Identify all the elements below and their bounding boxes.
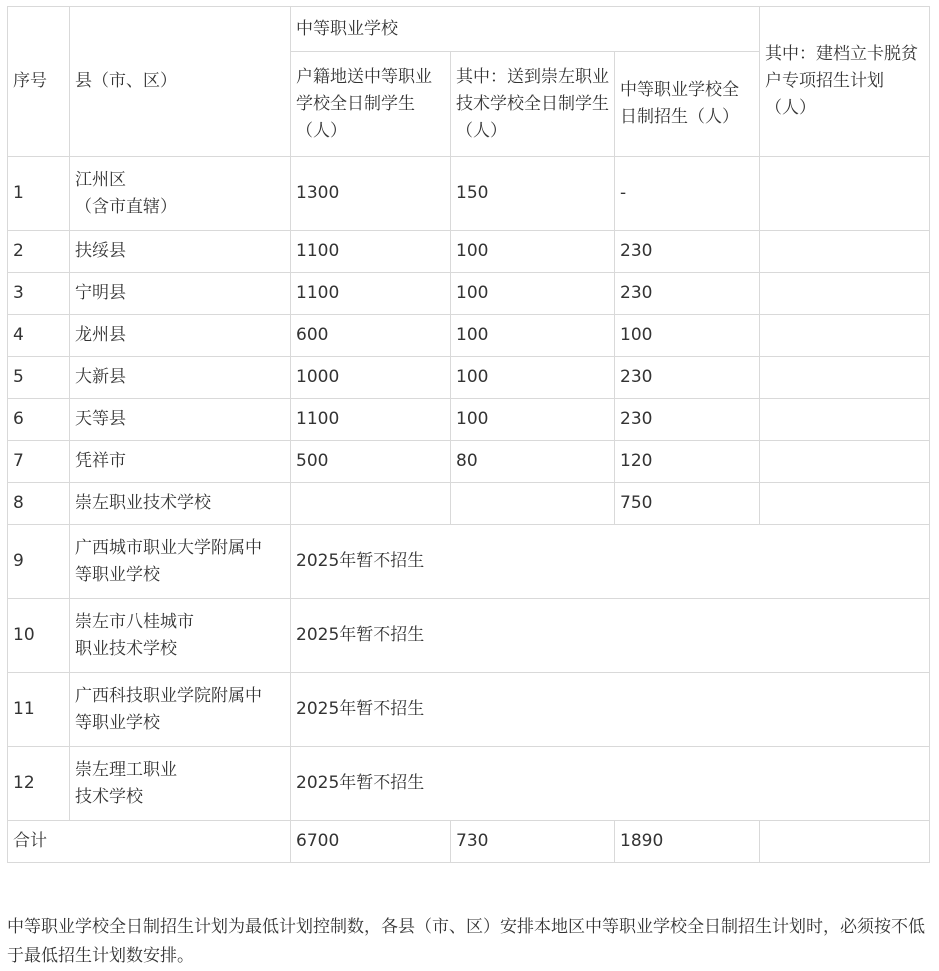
cell-sent-students: 1100 [291, 273, 451, 315]
cell-full-time-enrollment: 120 [615, 441, 760, 483]
table-row-no-enrollment [8, 525, 930, 599]
table-row [8, 157, 930, 231]
table-row-no-enrollment [8, 673, 930, 747]
cell-county [70, 157, 291, 231]
cell-seq: 11 [8, 673, 70, 747]
header-sent-students: 户籍地送中等职业学校全日制学生（人） [291, 52, 451, 157]
cell-full-time-enrollment: 230 [615, 399, 760, 441]
county-line-1: 广西科技职业学院附属中 [75, 685, 262, 706]
header-sent-to-chongzuo: 其中：送到崇左职业技术学校全日制学生（人） [451, 52, 615, 157]
cell-poverty-special-plan [760, 483, 930, 525]
cell-seq: 6 [8, 399, 70, 441]
total-label: 合计 [8, 821, 291, 863]
cell-seq: 1 [8, 157, 70, 231]
cell-county [70, 747, 291, 821]
total-row [8, 821, 930, 863]
cell-sent-to-chongzuo: 100 [451, 231, 615, 273]
cell-seq: 9 [8, 525, 70, 599]
cell-full-time-enrollment: 230 [615, 231, 760, 273]
header-county: 县（市、区） [70, 7, 291, 157]
county-line-1: 广西城市职业大学附属中 [75, 537, 262, 558]
cell-sent-to-chongzuo: 100 [451, 315, 615, 357]
cell-full-time-enrollment: 230 [615, 273, 760, 315]
cell-sent-to-chongzuo: 80 [451, 441, 615, 483]
header-full-time-enrollment: 中等职业学校全日制招生（人） [615, 52, 760, 157]
cell-sent-students: 500 [291, 441, 451, 483]
county-line-2: 等职业学校 [75, 564, 160, 585]
cell-poverty-special-plan [760, 157, 930, 231]
total-full-time-enrollment: 1890 [615, 821, 760, 863]
cell-full-time-enrollment: 100 [615, 315, 760, 357]
county-line-1: 江州区 [75, 169, 126, 190]
cell-enrollment-status: 2025年暂不招生 [291, 599, 930, 673]
table-row [8, 357, 930, 399]
cell-poverty-special-plan [760, 315, 930, 357]
table-row-no-enrollment [8, 599, 930, 673]
cell-full-time-enrollment: - [615, 157, 760, 231]
cell-seq: 10 [8, 599, 70, 673]
cell-county [70, 599, 291, 673]
footnote: 中等职业学校全日制招生计划为最低计划控制数，各县（市、区）安排本地区中等职业学校全日制招生计划时，必须按不低于最低招生计划数安排。 [7, 917, 925, 966]
cell-county: 大新县 [70, 357, 291, 399]
cell-sent-students: 1300 [291, 157, 451, 231]
cell-sent-to-chongzuo: 100 [451, 273, 615, 315]
cell-sent-students: 1100 [291, 231, 451, 273]
cell-county: 凭祥市 [70, 441, 291, 483]
table-row [8, 315, 930, 357]
cell-full-time-enrollment: 750 [615, 483, 760, 525]
table-row [8, 231, 930, 273]
header-group-secondary-vocational: 中等职业学校 [291, 7, 760, 52]
county-line-1: 崇左市八桂城市 [75, 611, 194, 632]
cell-seq: 8 [8, 483, 70, 525]
cell-sent-to-chongzuo: 150 [451, 157, 615, 231]
cell-county: 龙州县 [70, 315, 291, 357]
county-line-2: 等职业学校 [75, 712, 160, 733]
county-line-2: 技术学校 [75, 786, 143, 807]
cell-seq: 2 [8, 231, 70, 273]
cell-county: 扶绥县 [70, 231, 291, 273]
cell-enrollment-status: 2025年暂不招生 [291, 525, 930, 599]
cell-sent-students: 600 [291, 315, 451, 357]
cell-sent-students: 1000 [291, 357, 451, 399]
table-row [8, 399, 930, 441]
cell-county [70, 673, 291, 747]
enrollment-plan-table [7, 6, 930, 863]
header-poverty-special-plan: 其中：建档立卡脱贫户专项招生计划（人） [760, 7, 930, 157]
cell-enrollment-status: 2025年暂不招生 [291, 747, 930, 821]
cell-sent-to-chongzuo: 100 [451, 399, 615, 441]
cell-sent-to-chongzuo [451, 483, 615, 525]
table-row [8, 483, 930, 525]
header-row-1 [8, 7, 930, 52]
cell-seq: 5 [8, 357, 70, 399]
total-sent-to-chongzuo: 730 [451, 821, 615, 863]
cell-poverty-special-plan [760, 273, 930, 315]
table-row [8, 441, 930, 483]
cell-seq: 4 [8, 315, 70, 357]
county-line-2: （含市直辖） [75, 196, 177, 217]
cell-seq: 7 [8, 441, 70, 483]
cell-poverty-special-plan [760, 399, 930, 441]
cell-county: 崇左职业技术学校 [70, 483, 291, 525]
cell-poverty-special-plan [760, 231, 930, 273]
cell-seq: 12 [8, 747, 70, 821]
cell-seq: 3 [8, 273, 70, 315]
total-poverty-special-plan [760, 821, 930, 863]
table-row-no-enrollment [8, 747, 930, 821]
table-row [8, 273, 930, 315]
cell-county: 宁明县 [70, 273, 291, 315]
cell-sent-students: 1100 [291, 399, 451, 441]
header-seq: 序号 [8, 7, 70, 157]
cell-poverty-special-plan [760, 357, 930, 399]
cell-full-time-enrollment: 230 [615, 357, 760, 399]
cell-county: 天等县 [70, 399, 291, 441]
cell-poverty-special-plan [760, 441, 930, 483]
cell-sent-students [291, 483, 451, 525]
cell-enrollment-status: 2025年暂不招生 [291, 673, 930, 747]
cell-sent-to-chongzuo: 100 [451, 357, 615, 399]
county-line-1: 崇左理工职业 [75, 759, 177, 780]
county-line-2: 职业技术学校 [75, 638, 177, 659]
total-sent-students: 6700 [291, 821, 451, 863]
cell-county [70, 525, 291, 599]
